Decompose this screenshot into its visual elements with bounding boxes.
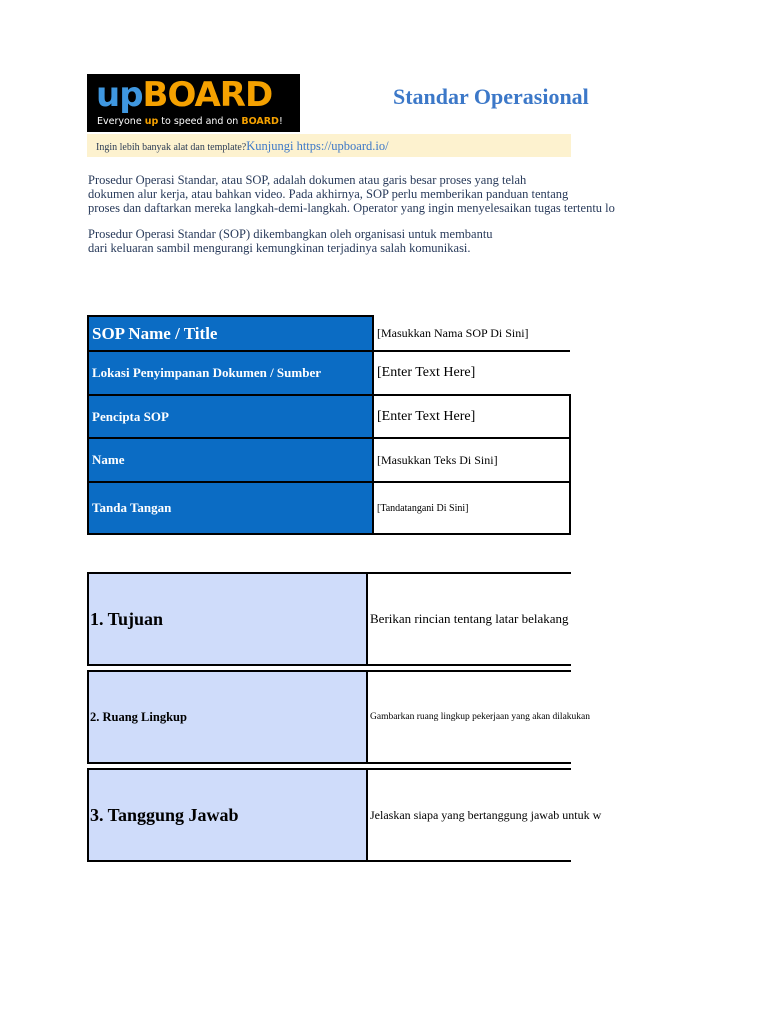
table-row xyxy=(88,351,570,395)
sop-name-label: SOP Name / Title xyxy=(88,316,373,351)
intro-line: dari keluaran sambil mengurangi kemungkinan terjadinya salah komunikasi. xyxy=(88,241,471,255)
section-label: 3. Tanggung Jawab xyxy=(87,768,368,862)
divider xyxy=(368,860,571,862)
sop-creator-field[interactable]: [Enter Text Here] xyxy=(373,395,570,438)
intro-line: Prosedur Operasi Standar, atau SOP, adalah dokumen atau garis besar proses yang telah xyxy=(88,173,527,187)
name-field[interactable]: [Masukkan Teks Di Sini] xyxy=(373,438,570,482)
signature-field[interactable]: [Tandatangani Di Sini] xyxy=(373,482,570,534)
section-tanggung-jawab xyxy=(87,768,627,862)
section-field[interactable]: Berikan rincian tentang latar belakang xyxy=(370,611,569,626)
section-field[interactable]: Jelaskan siapa yang bertanggung jawab untuk w xyxy=(370,807,602,822)
upboard-logo[interactable] xyxy=(87,74,300,132)
page-title: Standar Operasional xyxy=(393,84,589,109)
logo-wordmark: upBOARD xyxy=(96,75,273,115)
intro-line: dokumen alur kerja, atau bahkan video. Pada akhirnya, SOP perlu memberikan panduan tentang xyxy=(88,187,569,201)
section-tujuan xyxy=(87,572,627,666)
table-row xyxy=(88,482,570,534)
signature-label: Tanda Tangan xyxy=(88,482,373,534)
sop-sections xyxy=(87,572,627,862)
banner-text: Ingin lebih banyak alat dan template? xyxy=(96,142,247,153)
section-label: 2. Ruang Lingkup xyxy=(87,670,368,764)
section-field[interactable]: Gambarkan ruang lingkup pekerjaan yang akan dilakukan xyxy=(370,712,591,722)
name-label: Name xyxy=(88,438,373,482)
section-ruang-lingkup xyxy=(87,670,627,764)
divider xyxy=(368,664,571,666)
divider xyxy=(368,762,571,764)
intro-paragraph-1 xyxy=(88,173,628,215)
intro-line: Prosedur Operasi Standar (SOP) dikembangkan oleh organisasi untuk membantu xyxy=(88,227,493,241)
logo-tagline: Everyone up to speed and on BOARD! xyxy=(97,116,283,127)
storage-location-field[interactable]: [Enter Text Here] xyxy=(373,351,570,395)
table-row xyxy=(88,316,570,351)
sop-creator-label: Pencipta SOP xyxy=(88,395,373,438)
template-banner xyxy=(87,134,571,157)
upboard-link[interactable]: Kunjungi https://upboard.io/ xyxy=(246,139,389,153)
intro-paragraph-2 xyxy=(88,227,628,255)
storage-location-label: Lokasi Penyimpanan Dokumen / Sumber xyxy=(88,351,373,395)
table-row xyxy=(88,395,570,438)
intro-line: proses dan daftarkan mereka langkah-demi-langkah. Operator yang ingin menyelesaikan tugas tertentu lo xyxy=(88,201,615,215)
section-label: 1. Tujuan xyxy=(87,572,368,666)
sop-name-field[interactable]: [Masukkan Nama SOP Di Sini] xyxy=(373,316,570,351)
table-row xyxy=(88,438,570,482)
sop-info-table xyxy=(87,315,571,535)
